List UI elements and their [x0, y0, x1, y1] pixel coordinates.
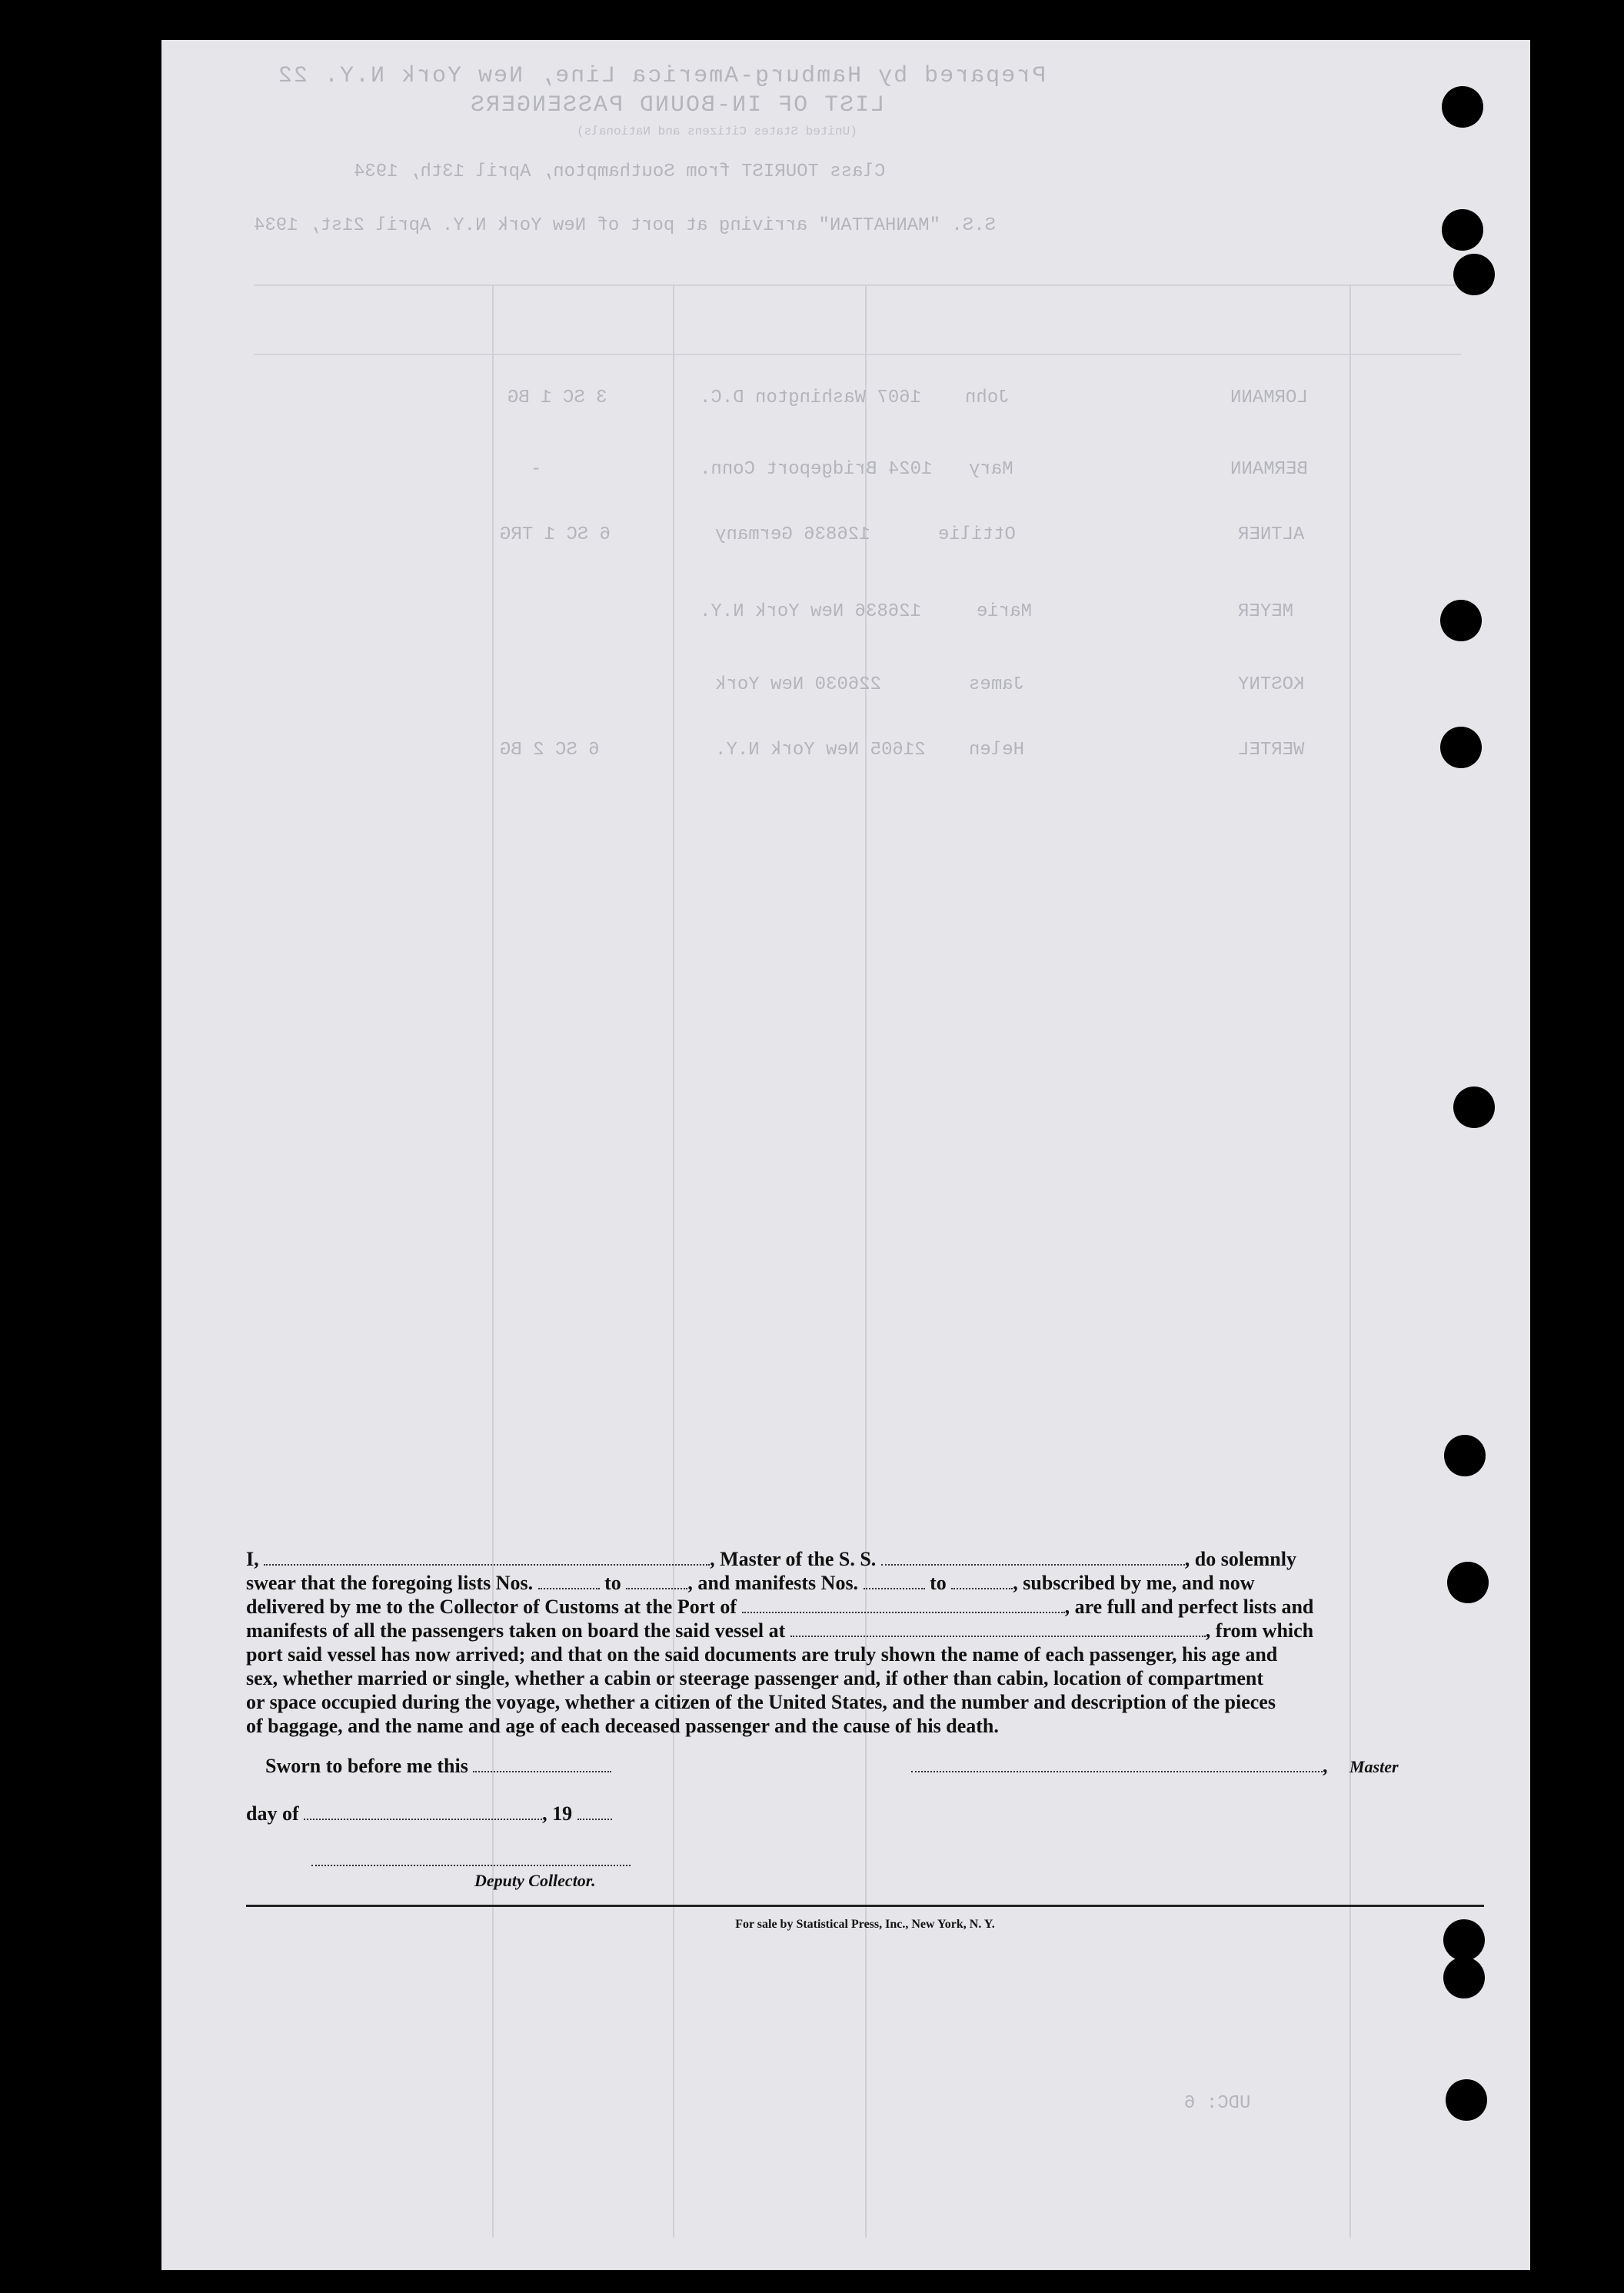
- bleed-row-3-given: Ottilie: [938, 524, 1016, 545]
- bleed-row-3-extra: 6 SC 1 TRG: [500, 524, 611, 545]
- printer-imprint: For sale by Statistical Press, Inc., New York, N. Y.: [735, 1918, 995, 1931]
- oath-text: , Master of the S. S.: [710, 1548, 877, 1570]
- oath-text: I,: [246, 1548, 259, 1570]
- bleed-row-6-extra: 6 SC 2 BG: [500, 740, 600, 760]
- oath-text: , do solemnly: [1184, 1548, 1296, 1570]
- bleed-column-divider-1: [492, 285, 494, 2238]
- bleed-header-4: Class TOURIST from Southampton, April 13th, 1934: [354, 161, 886, 182]
- oath-text: swear that the foregoing lists Nos.: [246, 1572, 534, 1594]
- bleed-row-4-given: Marie: [977, 601, 1033, 622]
- bleed-row-4-surname: MEYER: [1238, 601, 1294, 622]
- oath-line-7: or space occupied during the voyage, whether a citizen of the United States, and the number and description of the pieces: [246, 1691, 1276, 1713]
- deputy-collector-label: Deputy Collector.: [474, 1871, 596, 1890]
- day-of-field[interactable]: [304, 1805, 542, 1820]
- deputy-signature-field[interactable]: [311, 1851, 631, 1866]
- boarding-port-field[interactable]: [790, 1622, 1206, 1637]
- punch-hole-6: [1453, 1087, 1495, 1128]
- oath-text: , subscribed by me, and now: [1013, 1572, 1255, 1594]
- punch-hole-5: [1440, 727, 1482, 768]
- punch-hole-9: [1443, 1919, 1485, 1961]
- year-field[interactable]: [577, 1805, 612, 1820]
- oath-text: , are full and perfect lists and: [1064, 1596, 1314, 1618]
- bleed-column-header-top: [254, 285, 1461, 286]
- list-from-field[interactable]: [538, 1574, 600, 1589]
- oath-line-1: [246, 1547, 1488, 1571]
- punch-hole-7: [1444, 1435, 1486, 1476]
- bleed-row-5-surname: KOSTNY: [1238, 674, 1305, 695]
- sworn-label: Sworn to before me this: [265, 1755, 468, 1777]
- manifest-to-field[interactable]: [951, 1574, 1013, 1589]
- punch-hole-2: [1442, 209, 1483, 251]
- master-signature-line: , Master: [911, 1755, 1399, 1778]
- oath-text: , and manifests Nos.: [687, 1572, 859, 1594]
- bleed-row-1-extra: 3 SC 1 BG: [508, 388, 607, 408]
- list-to-field[interactable]: [626, 1574, 687, 1589]
- oath-text: delivered by me to the Collector of Customs at the Port of: [246, 1596, 737, 1618]
- oath-text: , from which: [1205, 1619, 1314, 1642]
- oath-line-8: of baggage, and the name and age of each deceased passenger and the cause of his death.: [246, 1715, 999, 1737]
- master-signature-field[interactable]: [911, 1757, 1323, 1772]
- punch-hole-3: [1453, 254, 1495, 295]
- bleed-row-5-address: 226030 New York: [715, 674, 882, 695]
- bleed-row-4-address: 126836 New York N.Y.: [700, 601, 922, 622]
- sworn-line: [265, 1755, 611, 1778]
- bleed-row-3-address: 126836 Germany: [715, 524, 870, 545]
- punch-hole-10: [1443, 1957, 1485, 1998]
- bleed-header-3: (United States Citizens and Nationals): [577, 125, 857, 138]
- sworn-day-field[interactable]: [473, 1757, 611, 1772]
- bleed-footer: UDC: 6: [1184, 2093, 1251, 2114]
- manifest-from-field[interactable]: [864, 1574, 925, 1589]
- bleed-row-2-extra: -: [531, 459, 542, 480]
- footer-rule: [246, 1905, 1484, 1907]
- bleed-row-2-address: 1024 Bridgeport Conn.: [700, 459, 933, 480]
- punch-hole-11: [1446, 2079, 1487, 2121]
- bleed-column-divider-2: [673, 285, 674, 2238]
- punch-hole-1: [1442, 86, 1483, 128]
- bleed-row-6-given: Helen: [969, 740, 1025, 760]
- bleed-row-5-given: James: [969, 674, 1025, 695]
- oath-text: manifests of all the passengers taken on board the said vessel at: [246, 1619, 786, 1642]
- bleed-row-6-address: 21605 New York N.Y.: [715, 740, 926, 760]
- bleed-header-1: Prepared by Hamburg-America Line, New York N.Y. 22: [277, 63, 1047, 89]
- deputy-label-wrap: [474, 1869, 596, 1892]
- manifest-page: [161, 40, 1530, 2270]
- oath-line-6: sex, whether married or single, whether a cabin or steerage passenger and, if other than cabin, location of compartment: [246, 1667, 1263, 1689]
- bleed-row-1-given: John: [965, 388, 1010, 408]
- bleed-header-2: LIST OF IN-BOUND PASSENGERS: [469, 92, 885, 118]
- punch-hole-4: [1440, 600, 1482, 641]
- bleed-column-divider-3: [865, 285, 867, 2238]
- bleed-column-header-bottom: [254, 354, 1461, 355]
- bleed-column-divider-4: [1349, 285, 1351, 2238]
- oath-line-4: [246, 1619, 1488, 1642]
- bleed-row-1-surname: LORMANN: [1230, 388, 1308, 408]
- bleed-row-2-surname: BERMANN: [1230, 459, 1308, 480]
- master-oath: [246, 1547, 1488, 1738]
- bleed-row-2-given: Mary: [969, 459, 1013, 480]
- oath-text: to: [604, 1572, 621, 1594]
- bleed-row-1-address: 1607 Washington D.C.: [700, 388, 922, 408]
- bleed-header-5: S.S. "MANHATTAN" arriving at port of New York N.Y. April 21st, 1934: [254, 215, 996, 236]
- bleed-row-3-surname: ALTNER: [1238, 524, 1305, 545]
- master-name-field[interactable]: [264, 1550, 710, 1566]
- oath-text: to: [930, 1572, 947, 1594]
- port-field[interactable]: [742, 1598, 1065, 1613]
- ship-name-field[interactable]: [881, 1550, 1185, 1566]
- master-label: Master: [1349, 1757, 1399, 1776]
- oath-line-5: port said vessel has now arrived; and that on the said documents are truly shown the name of each passenger, his age and: [246, 1643, 1278, 1666]
- oath-line-3: [246, 1595, 1488, 1619]
- day-of-line: [246, 1802, 612, 1825]
- year-label: , 19: [542, 1802, 573, 1825]
- day-of-label: day of: [246, 1802, 299, 1825]
- punch-hole-8: [1447, 1562, 1489, 1603]
- oath-line-2: [246, 1571, 1488, 1595]
- bleed-row-6-surname: WERTEL: [1238, 740, 1305, 760]
